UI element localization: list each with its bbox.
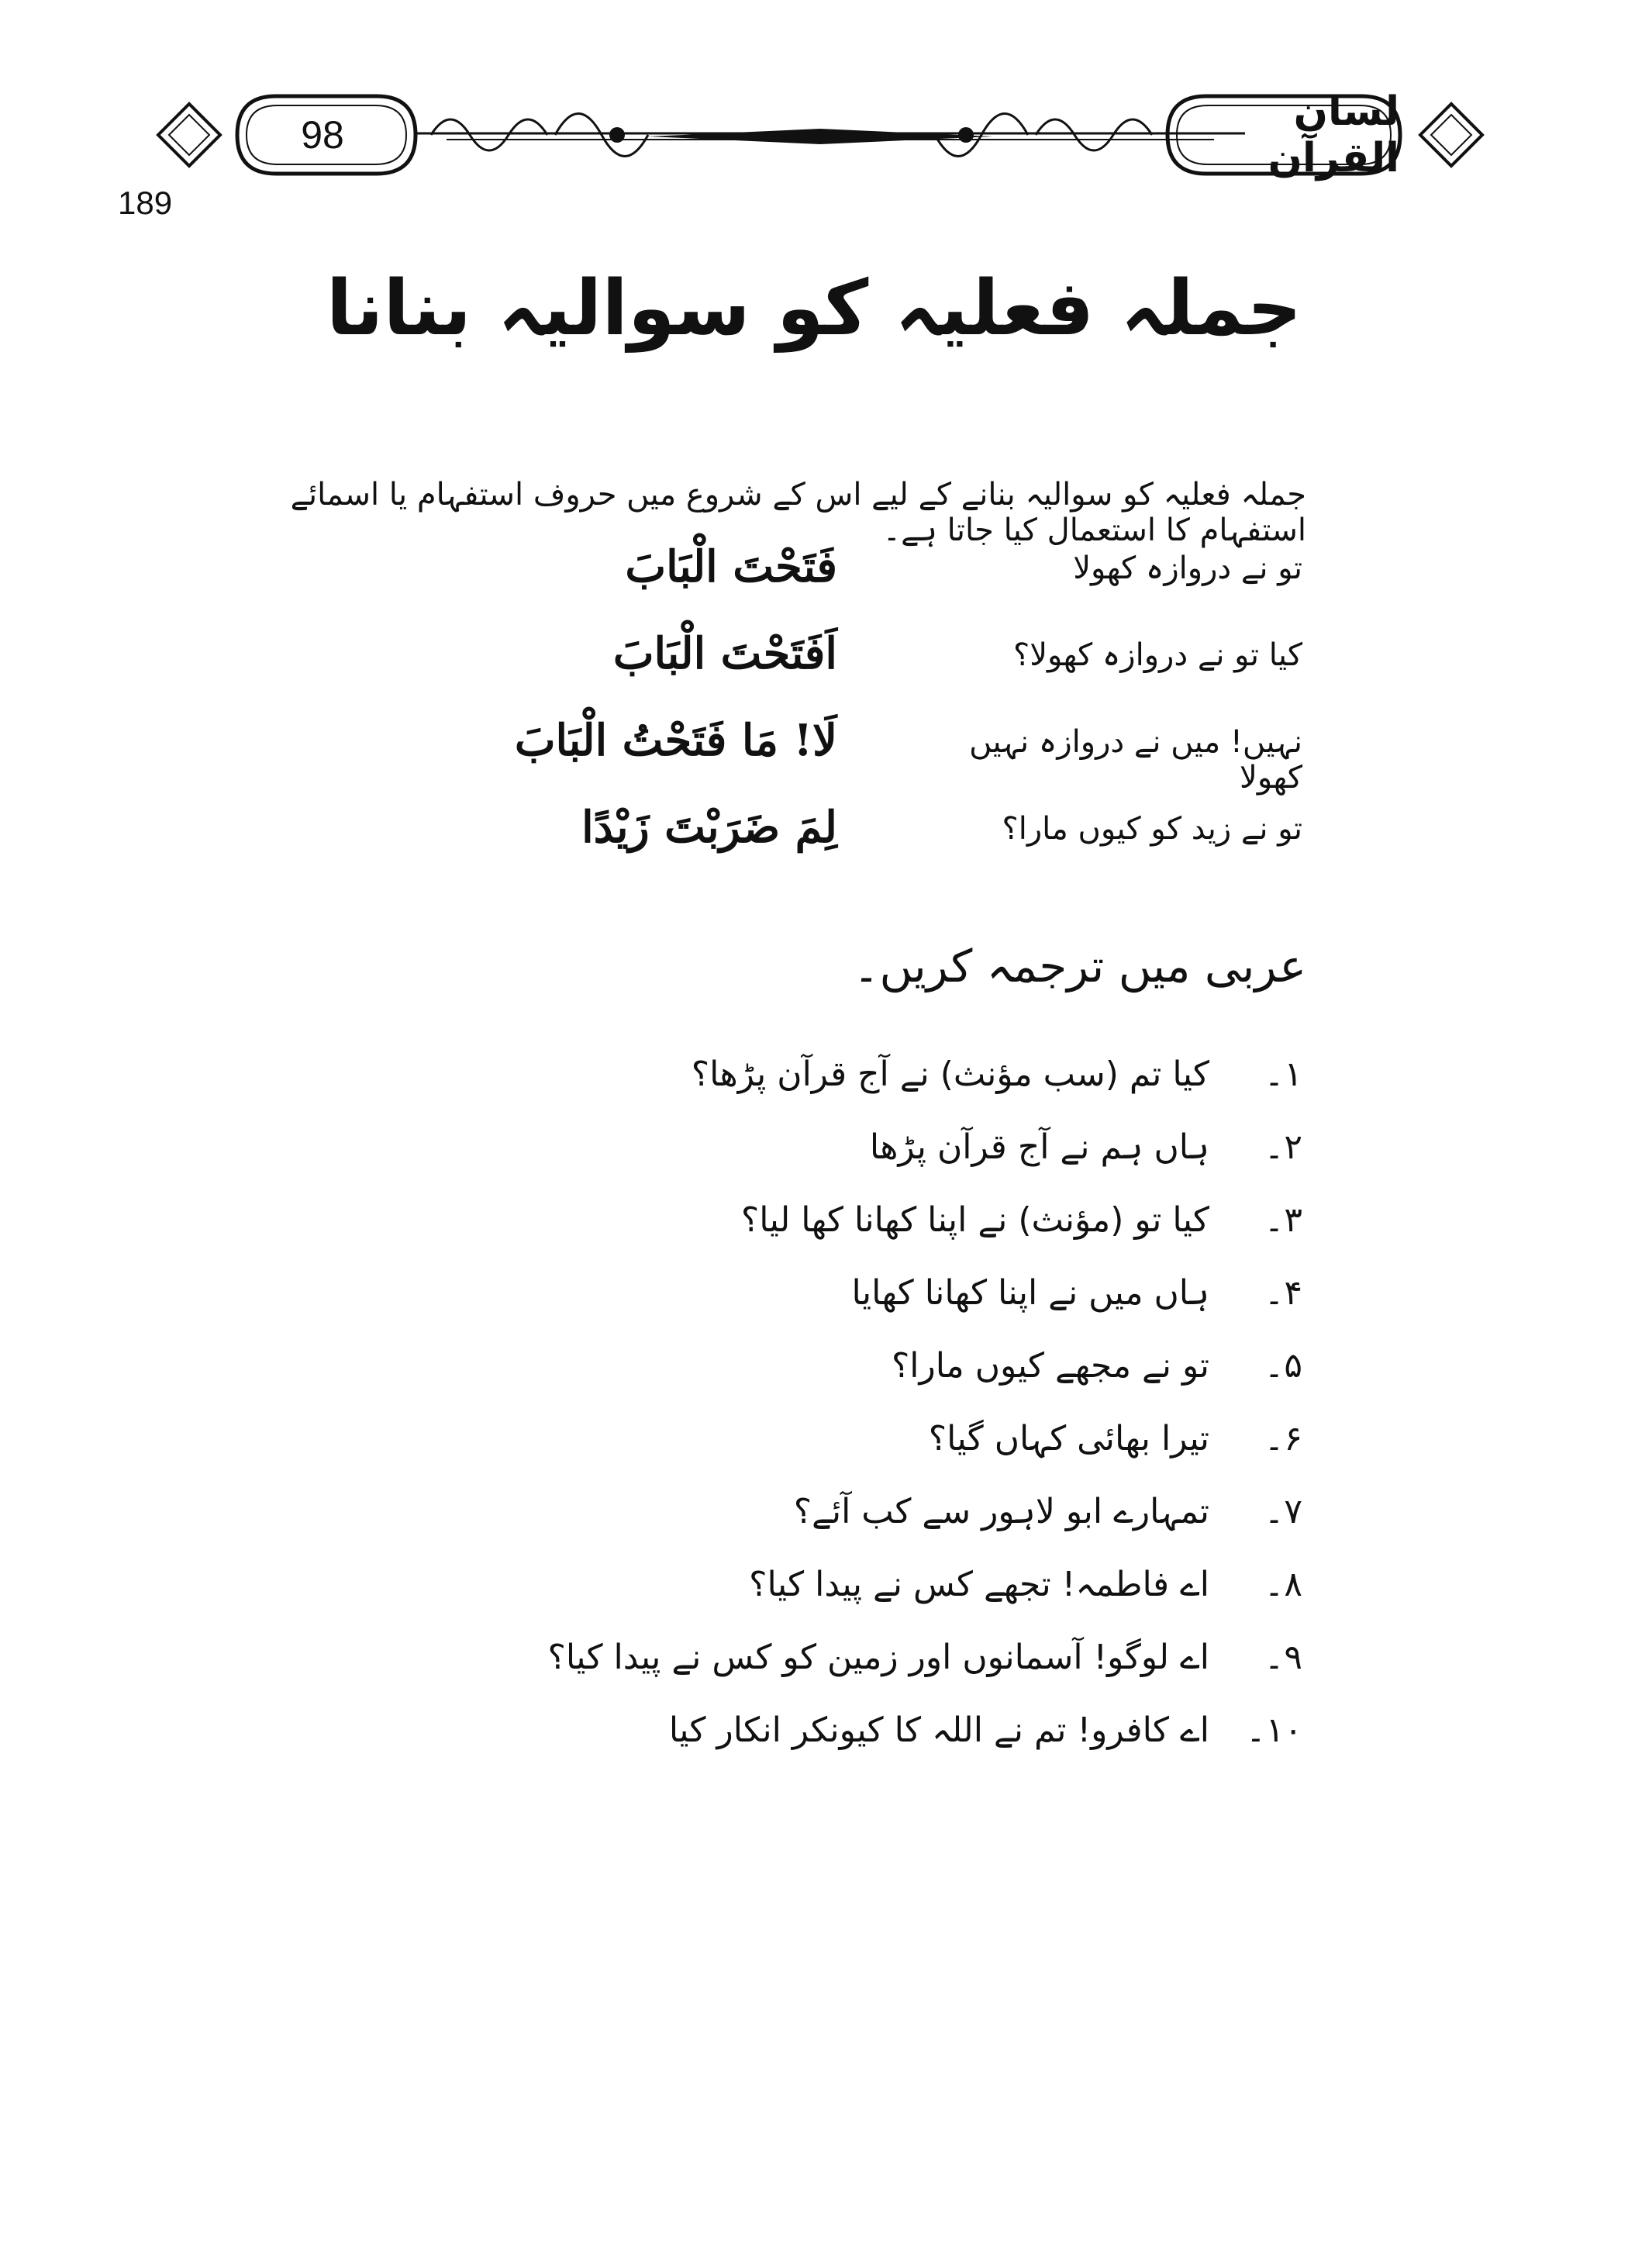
exercise-item [0, 1346, 1628, 1416]
exercise-item [0, 1055, 1628, 1124]
intro-paragraph: جملہ فعلیہ کو سوالیہ بنانے کے لیے اس کے شروع میں حروف استفہام یا اسمائے استفہام کا استعمال کیا جاتا ہے۔ [290, 477, 1306, 548]
exercise-list [0, 1055, 1628, 1750]
exercise-item [0, 1710, 1628, 1780]
example-urdu: کیا تو نے دروازہ کھولا؟ [1012, 637, 1302, 673]
exercise-number: ۲۔ [1264, 1127, 1302, 1167]
exercise-item [0, 1127, 1628, 1197]
exercise-number: ۵۔ [1264, 1346, 1302, 1386]
example-urdu: تو نے زید کو کیوں مارا؟ [1002, 811, 1302, 847]
page-header [152, 71, 1488, 203]
exercise-text: کیا تم (سب مؤنث) نے آج قرآن پڑھا؟ [691, 1055, 1209, 1094]
exercise-item [0, 1565, 1628, 1635]
page-number: 98 [301, 113, 344, 157]
exercise-item [0, 1200, 1628, 1270]
exercise-text: ہاں ہم نے آج قرآن پڑھا [869, 1127, 1209, 1167]
exercise-text: اے فاطمہ! تجھے کس نے پیدا کیا؟ [749, 1565, 1209, 1604]
page-code: 189 [118, 185, 173, 221]
lesson-title: جملہ فعلیہ کو سوالیہ بنانا [326, 264, 1302, 353]
exercise-item [0, 1638, 1628, 1707]
example-urdu: تو نے دروازہ کھولا [1073, 551, 1302, 586]
exercise-number: ۱۔ [1264, 1055, 1302, 1094]
exercise-text: تمہارے ابو لاہور سے کب آئے؟ [793, 1492, 1209, 1531]
exercise-item [0, 1273, 1628, 1343]
exercise-text: تو نے مجھے کیوں مارا؟ [891, 1346, 1209, 1386]
exercise-number: ۷۔ [1264, 1492, 1302, 1531]
exercise-number: ۶۔ [1264, 1419, 1302, 1458]
exercise-number: ۹۔ [1264, 1638, 1302, 1677]
example-row [0, 802, 1628, 889]
exercise-number: ۱۰۔ [1245, 1710, 1302, 1750]
example-arabic: لِمَ ضَرَبْتَ زَيْدًا [581, 802, 837, 853]
exercise-item [0, 1492, 1628, 1562]
exercise-text: کیا تو (مؤنث) نے اپنا کھانا کھا لیا؟ [740, 1200, 1209, 1240]
exercise-text: تیرا بھائی کہاں گیا؟ [928, 1419, 1209, 1458]
examples-list [0, 541, 1628, 915]
example-row [0, 628, 1628, 715]
exercise-number: ۸۔ [1264, 1565, 1302, 1604]
example-arabic: لَا! مَا فَتَحْتُ الْبَابَ [514, 715, 837, 766]
book-title: لسان القرآن [1268, 88, 1399, 181]
example-row [0, 541, 1628, 628]
example-arabic: اَفَتَحْتَ الْبَابَ [612, 628, 837, 679]
exercise-text: ہاں میں نے اپنا کھانا کھایا [851, 1273, 1209, 1313]
example-row [0, 715, 1628, 802]
exercise-text: اے لوگو! آسمانوں اور زمین کو کس نے پیدا کیا؟ [547, 1638, 1209, 1677]
exercise-number: ۴۔ [1264, 1273, 1302, 1313]
example-urdu: نہیں! میں نے دروازہ نہیں کھولا [969, 724, 1302, 796]
exercise-number: ۳۔ [1264, 1200, 1302, 1240]
exercise-instruction: عربی میں ترجمہ کریں۔ [853, 940, 1306, 992]
exercise-item [0, 1419, 1628, 1489]
exercise-text: اے کافرو! تم نے اللہ کا کیونکر انکار کیا [668, 1710, 1209, 1750]
example-arabic: فَتَحْتَ الْبَابَ [625, 541, 837, 592]
